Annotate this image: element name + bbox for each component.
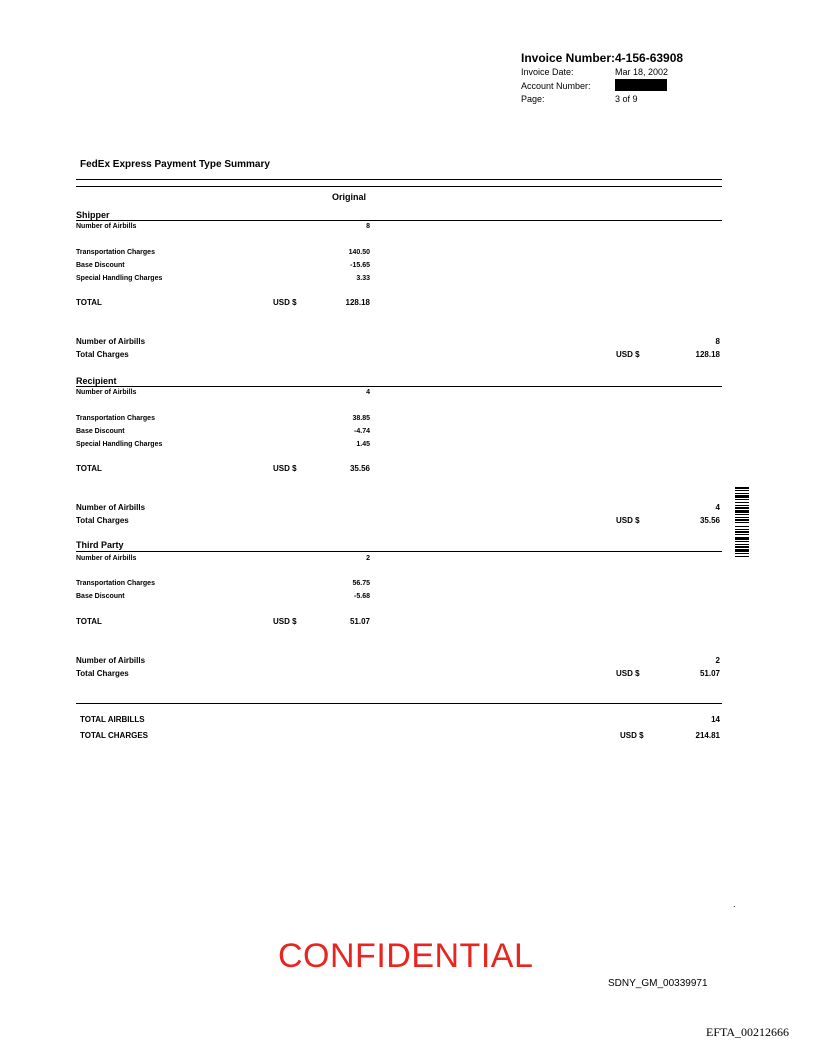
page-value: 3 of 9 [615, 94, 638, 104]
airbills-value: 8 [366, 223, 370, 230]
title-rule-top [76, 179, 722, 180]
summary-airbills-label: Number of Airbills [76, 503, 146, 512]
section-rule [76, 386, 722, 387]
discount-label: Base Discount [76, 428, 125, 435]
discount-value: -5.68 [354, 593, 370, 600]
summary-title: FedEx Express Payment Type Summary [80, 159, 270, 170]
airbills-label: Number of Airbills [76, 555, 137, 562]
special-value: 3.33 [356, 275, 370, 282]
transport-value: 140.50 [348, 249, 370, 256]
invoice-date-label: Invoice Date: [521, 67, 574, 77]
airbills-label: Number of Airbills [76, 389, 137, 396]
invoice-number-value: 4-156-63908 [615, 51, 684, 65]
total-value: 128.18 [345, 298, 370, 307]
summary-currency: USD $ [616, 516, 640, 525]
title-rule-bottom [76, 186, 722, 187]
section-title-third-party: Third Party [76, 540, 124, 550]
summary-airbills-value: 2 [715, 656, 720, 665]
stray-dot: . [733, 899, 736, 909]
summary-charges-label: Total Charges [76, 350, 129, 359]
transport-label: Transportation Charges [76, 415, 155, 422]
grand-total-rule [76, 703, 722, 704]
transport-label: Transportation Charges [76, 249, 155, 256]
airbills-value: 2 [366, 555, 370, 562]
efta-number: EFTA_00212666 [706, 1025, 790, 1039]
column-header-original: Original [332, 192, 367, 202]
page-label: Page: [521, 94, 545, 104]
summary-charges-label: Total Charges [76, 669, 129, 678]
special-label: Special Handling Charges [76, 275, 163, 282]
invoice-number-label: Invoice Number: [521, 51, 616, 65]
summary-charges-value: 128.18 [695, 350, 720, 359]
summary-currency: USD $ [616, 669, 640, 678]
bates-number: SDNY_GM_00339971 [608, 978, 708, 989]
summary-airbills-label: Number of Airbills [76, 656, 146, 665]
total-currency: USD $ [273, 464, 297, 473]
summary-currency: USD $ [616, 350, 640, 359]
confidential-stamp: CONFIDENTIAL [278, 937, 534, 975]
total-value: 35.56 [349, 464, 370, 473]
special-label: Special Handling Charges [76, 441, 163, 448]
transport-value: 38.85 [352, 415, 370, 422]
summary-airbills-value: 4 [715, 503, 720, 512]
invoice-date-value: Mar 18, 2002 [615, 67, 669, 77]
grand-total-airbills-value: 14 [711, 715, 720, 724]
summary-charges-value: 51.07 [699, 669, 720, 678]
section-title-shipper: Shipper [76, 210, 110, 220]
discount-label: Base Discount [76, 593, 125, 600]
total-label: TOTAL [76, 298, 102, 307]
discount-value: -15.65 [350, 262, 370, 269]
grand-total-charges-value: 214.81 [695, 731, 720, 740]
summary-charges-value: 35.56 [699, 516, 720, 525]
total-label: TOTAL [76, 464, 102, 473]
total-value: 51.07 [349, 617, 370, 626]
section-rule [76, 551, 722, 552]
special-value: 1.45 [356, 441, 370, 448]
transport-label: Transportation Charges [76, 580, 155, 587]
total-currency: USD $ [273, 298, 297, 307]
summary-airbills-label: Number of Airbills [76, 337, 146, 346]
barcode-image [735, 487, 749, 580]
summary-airbills-value: 8 [715, 337, 720, 346]
account-number-label: Account Number: [521, 81, 591, 91]
account-number-redaction [615, 79, 667, 91]
airbills-value: 4 [366, 389, 370, 396]
total-currency: USD $ [273, 617, 297, 626]
discount-value: -4.74 [354, 428, 370, 435]
total-label: TOTAL [76, 617, 102, 626]
grand-total-charges-label: TOTAL CHARGES [80, 731, 149, 740]
section-title-recipient: Recipient [76, 376, 117, 386]
airbills-label: Number of Airbills [76, 223, 137, 230]
grand-total-currency: USD $ [620, 731, 644, 740]
section-rule [76, 220, 722, 221]
grand-total-airbills-label: TOTAL AIRBILLS [80, 715, 145, 724]
discount-label: Base Discount [76, 262, 125, 269]
summary-charges-label: Total Charges [76, 516, 129, 525]
transport-value: 56.75 [352, 580, 370, 587]
